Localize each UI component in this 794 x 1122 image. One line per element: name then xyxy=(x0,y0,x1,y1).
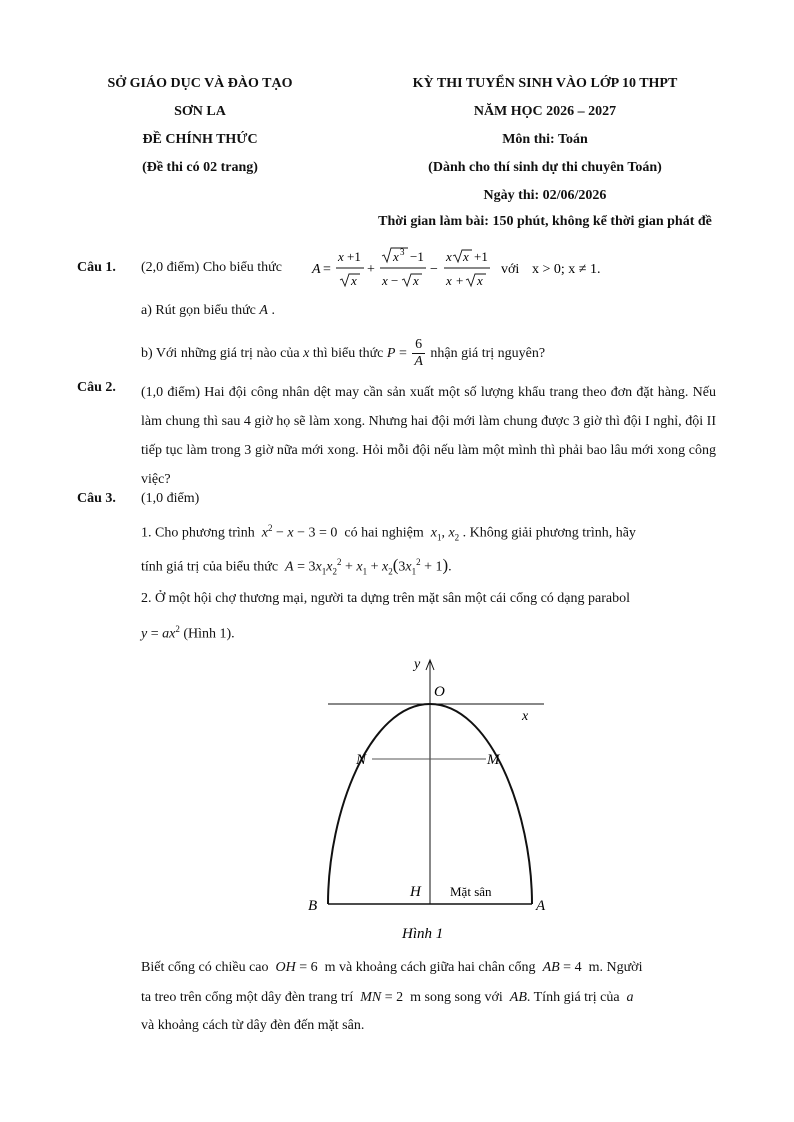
q1-label: Câu 1. xyxy=(77,260,116,275)
figure-caption: Hình 1 xyxy=(402,926,444,942)
q1-part-a: a) Rút gọn biểu thức A . xyxy=(141,303,275,318)
svg-text:x: x xyxy=(338,249,344,264)
q3-points: (1,0 điểm) xyxy=(141,491,200,506)
svg-text:+1: +1 xyxy=(347,249,361,264)
svg-text:x: x xyxy=(351,273,357,288)
svg-text:x: x xyxy=(382,273,388,288)
label-m: M xyxy=(487,752,500,768)
svg-text:+: + xyxy=(367,262,375,277)
subject: Môn thi: Toán xyxy=(502,132,588,147)
label-y: y xyxy=(414,657,421,672)
svg-text:x: x xyxy=(446,273,452,288)
q3-end2-b: m song song với xyxy=(410,990,503,1005)
official-label: ĐỀ CHÍNH THỨC xyxy=(142,132,258,147)
q3-part1-line2: tính giá trị của biểu thức $A = 3x_1x_2^2 + x_1 + x_2(3x_1^2 + 1)$. xyxy=(141,555,452,577)
svg-text:x: x xyxy=(477,273,483,288)
issuer-line-1: SỞ GIÁO DỤC VÀ ĐÀO TẠO xyxy=(107,76,293,91)
q1-formula-svg xyxy=(296,244,616,292)
q3-part2-line1: 2. Ở một hội chợ thương mại, người ta dựng trên mặt sân một cái cổng có dạng parabol xyxy=(141,591,630,606)
q3-val-mn: 2 xyxy=(396,990,404,1005)
q1-part-a-text: a) Rút gọn biểu thức xyxy=(141,303,256,318)
svg-text:A: A xyxy=(312,262,321,277)
svg-text:+: + xyxy=(456,273,464,288)
q2-label: Câu 2. xyxy=(77,380,116,395)
svg-text:3: 3 xyxy=(400,247,405,257)
issuer-line-2: SƠN LA xyxy=(174,104,226,119)
q3-end1-a: Biết cổng có chiều cao xyxy=(141,960,269,975)
label-o: O xyxy=(434,684,445,700)
svg-text:=: = xyxy=(323,262,331,277)
svg-text:−: − xyxy=(391,273,399,288)
q3-p1-b: có hai nghiệm xyxy=(344,525,424,541)
q3-end-line3: và khoảng cách từ dây đèn đến mặt sân. xyxy=(141,1018,365,1033)
label-n: N xyxy=(356,752,367,768)
q3-end2-a: ta treo trên cổng một dây đèn trang trí xyxy=(141,990,354,1005)
q3-part1-line1: 1. Cho phương trình $x^2 - x - 3 = 0$ có hai nghiệm $x_1$, $x_2$ . Không giải phương trình, hãy xyxy=(141,523,636,543)
q3-end1-b: m và khoảng cách giữa hai chân cổng xyxy=(324,960,536,975)
q3-end-line1: Biết cổng có chiều cao OH = 6 m và khoảng cách giữa hai chân cổng AB = 4 m. Người xyxy=(141,960,643,975)
q1-cond-math: x > 0; x ≠ 1. xyxy=(532,262,601,277)
svg-text:x: x xyxy=(446,249,452,264)
label-x: x xyxy=(522,709,529,724)
svg-text:x: x xyxy=(393,249,399,264)
school-year: NĂM HỌC 2026 – 2027 xyxy=(473,104,617,119)
svg-text:−: − xyxy=(430,262,438,277)
q1-part-b-pre: b) Với những giá trị nào của xyxy=(141,345,300,361)
q3-p1-a: 1. Cho phương trình xyxy=(141,525,255,541)
page-count: (Đề thi có 02 trang) xyxy=(142,160,258,175)
q3-part2-line2: $y = ax^2$ (Hình 1). xyxy=(141,624,235,642)
figure-parabola-gate xyxy=(300,652,570,948)
q3-p2-b: (Hình 1). xyxy=(183,626,235,642)
q1-intro: (2,0 điểm) Cho biểu thức xyxy=(141,260,282,275)
label-a: A xyxy=(536,898,546,914)
svg-text:+1: +1 xyxy=(474,249,488,264)
q2-text: (1,0 điểm) Hai đội công nhân dệt may cần sản xuất một số lượng khẩu trang theo đơn đặt hàng. Nếu làm chung thì sau 4 giờ họ sẽ làm xong. Nhưng hai đội mới làm chung được 3 giờ thì đội I nghỉ, đội II tiếp tục làm trong 3 giờ nữa mới xong. Hỏi mỗi đội nếu làm một mình thì phải bao lâu mới xong công việc? xyxy=(141,385,716,487)
q3-val-ab: 4 xyxy=(574,960,582,975)
q1-cond-word: với xyxy=(501,262,520,277)
svg-text:x: x xyxy=(463,249,469,264)
q3-p1-d: tính giá trị của biểu thức xyxy=(141,559,279,575)
q3-val-oh: 6 xyxy=(310,960,318,975)
q3-label: Câu 3. xyxy=(77,491,116,506)
q3-p1-c: . Không giải phương trình, hãy xyxy=(462,525,636,541)
q1-part-b-mid: thì biểu thức xyxy=(312,345,384,361)
svg-text:x: x xyxy=(413,273,419,288)
label-b: B xyxy=(308,898,318,914)
q1-part-b-post: nhận giá trị nguyên? xyxy=(430,345,546,361)
q3-end2-c: . Tính giá trị của xyxy=(526,990,620,1005)
svg-text:−1: −1 xyxy=(410,249,424,264)
audience: (Dành cho thí sinh dự thi chuyên Toán) xyxy=(428,160,662,175)
exam-title: KỲ THI TUYỂN SINH VÀO LỚP 10 THPT xyxy=(412,76,678,91)
q3-end1-c: m. Người xyxy=(588,960,643,975)
label-ground: Mặt sân xyxy=(450,884,492,899)
label-h: H xyxy=(410,884,421,900)
q1-part-b: b) Với những giá trị nào của x thì biểu thức P = $\frac{6}{A}$ nhận giá trị nguyên? xyxy=(141,337,546,369)
time-allowed: Thời gian làm bài: 150 phút, không kể thời gian phát đề xyxy=(378,214,712,229)
q3-end-line2: ta treo trên cổng một dây đèn trang trí MN = 2 m song song với AB. Tính giá trị của a xyxy=(141,990,634,1005)
exam-date: Ngày thi: 02/06/2026 xyxy=(483,188,607,203)
